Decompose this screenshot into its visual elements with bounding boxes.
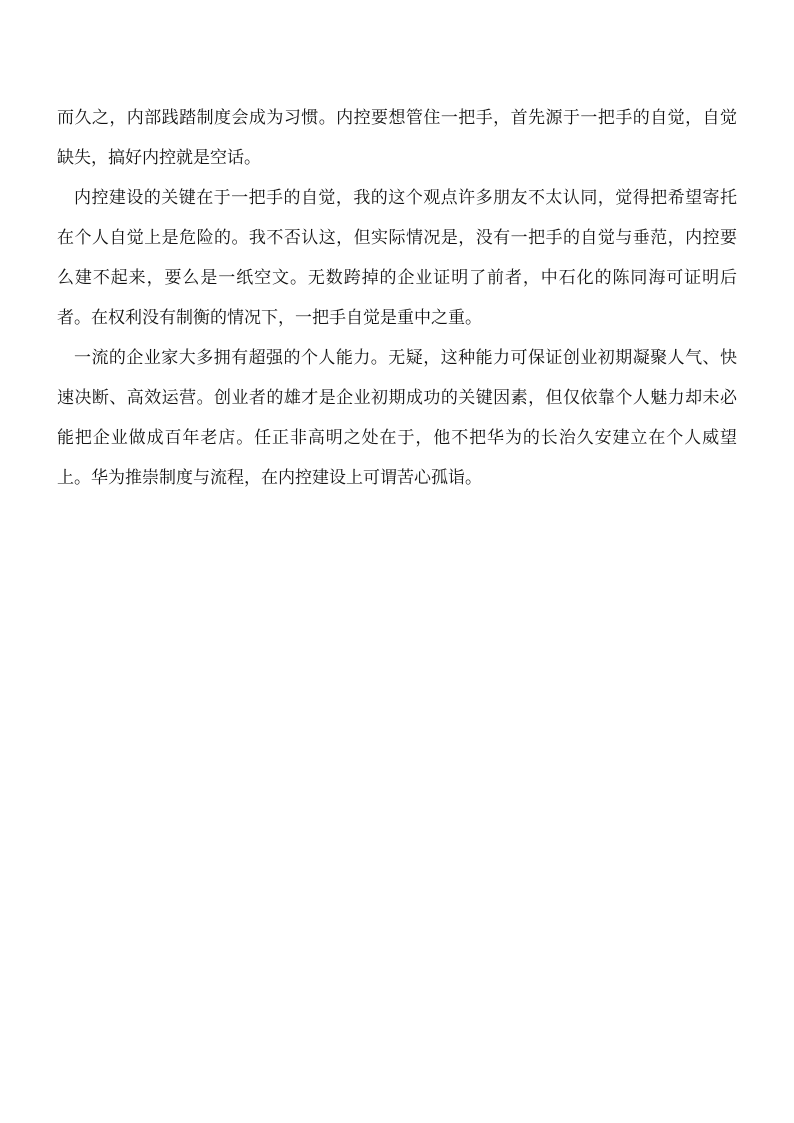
text-line: 么建不起来，要么是一纸空文。无数跨掉的企业证明了前者，中石化的陈同海可证明后 xyxy=(57,268,737,288)
text-line: 者。在权利没有制衡的情况下，一把手自觉是重中之重。 xyxy=(57,308,482,328)
body-text xyxy=(57,98,737,498)
text-line: 而久之，内部践踏制度会成为习惯。内控要想管住一把手，首先源于一把手的自觉，自觉 xyxy=(57,108,737,128)
paragraph-first-line: 一流的企业家大多拥有超强的个人能力。无疑，这种能力可保证创业初期凝聚人气、快 xyxy=(74,348,737,368)
text-line: 上。华为推崇制度与流程，在内控建设上可谓苦心孤诣。 xyxy=(57,468,482,488)
text-line: 速决断、高效运营。创业者的雄才是企业初期成功的关键因素，但仅依靠个人魅力却未必 xyxy=(57,388,737,408)
paragraph-first-line: 内控建设的关键在于一把手的自觉，我的这个观点许多朋友不太认同，觉得把希望寄托 xyxy=(74,188,737,208)
text-line: 在个人自觉上是危险的。我不否认这，但实际情况是，没有一把手的自觉与垂范，内控要 xyxy=(57,228,737,248)
text-line: 能把企业做成百年老店。任正非高明之处在于，他不把华为的长治久安建立在个人威望 xyxy=(57,428,737,448)
text-line: 缺失，搞好内控就是空话。 xyxy=(57,148,261,168)
